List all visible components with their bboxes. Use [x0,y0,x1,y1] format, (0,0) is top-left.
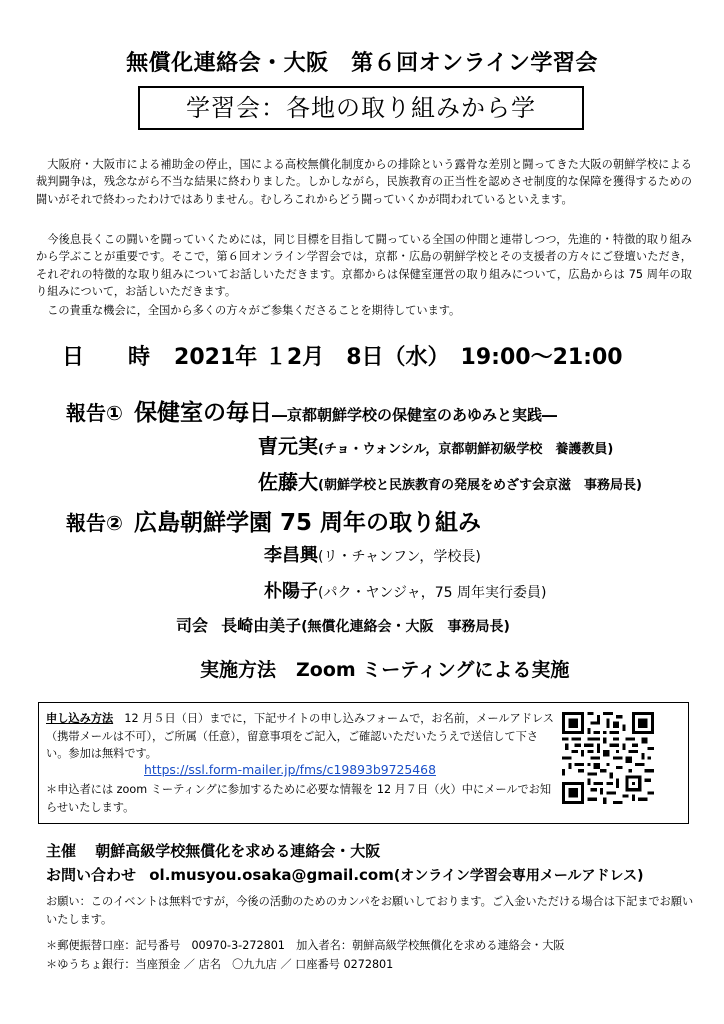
event-subtitle: 学習会：各地の取り組みから学 [138,86,584,130]
speaker-note: (パク・ヤンジャ，75 周年実行委員) [318,585,547,601]
moderator-name: 長崎由美子 [221,616,302,635]
application-label: 申し込み方法 [46,712,114,725]
bank-account: ＊ゆうちょ銀行：当座預金 ／ 店名 〇九九店 ／ 口座番号 0272801 [46,958,394,971]
report-1-title: 保健室の毎日 [134,400,273,426]
report-2-speaker-1 [264,541,481,567]
host-label: 主催 [46,842,77,860]
report-1-label: 報告① [66,401,123,425]
datetime-label-1: 日 [62,345,85,370]
speaker-name: 佐藤大 [258,470,318,494]
report-2-heading [66,504,481,537]
application-instructions: 12 月５日（日）までに，下記サイトの申し込みフォームで，お名前，メールアドレス（携帯メールは不可），ご所属（任意），留意事項をご記入，ご確認いただいたうえで送信して下さい。参加は無料です。 [46,712,554,761]
speaker-note: (リ・チャンフン，学校長) [318,549,481,565]
intro-paragraph-3: この貴重な機会に，全国から多くの方々がご参集くださることを期待しています。 [36,304,461,317]
datetime-value: 2021年 １2月 8日（水） 19:00～21:00 [174,345,623,370]
contact-label: お問い合わせ [46,866,137,884]
method [200,655,569,682]
host-line [46,840,380,861]
event-datetime [62,340,623,371]
donation-request: お願い：このイベントは無料ですが，今後の活動のためのカンパをお願いしております。ご入金いただける場合は下記までお願いいたします。 [46,895,694,926]
host-value: 朝鮮高級学校無償化を求める連絡会・大阪 [95,842,381,860]
report-1-speaker-1 [258,430,613,459]
contact-email[interactable]: ol.musyou.osaka@gmail.com [149,866,394,884]
method-label: 実施方法 [200,659,277,681]
datetime-label-2: 時 [128,345,151,370]
method-detail: Zoom ミーティングによる実施 [296,659,570,681]
report-1-heading [66,394,557,427]
report-2-label: 報告② [66,511,123,535]
speaker-name: 李昌興 [264,545,318,566]
intro-paragraph-2: 今後息長くこの闘いを闘っていくためには，同じ目標を目指して闘っている全国の仲間と連帯しつつ，先進的・特徴的取り組みから学ぶことが重要です。そこで，第６回オンライン学習会では，京都・広島の朝鮮学校とその支援者の方々にご登壇いただき，それぞれの特徴的な取り組みについてお話しいただきます。京都からは保健室運営の取り組みについて，広島からは 75 周年の取り組みについて，お話しいただきます。 [36,233,692,299]
application-note: ＊申込者には zoom ミーティングに参加するために必要な情報を 12 月７日（火）中にメールでお知らせいたします。 [46,783,552,814]
application-text [46,710,556,763]
report-1-subtitle: ―京都朝鮮学校の保健室のあゆみと実践― [272,406,558,424]
speaker-note: (チョ・ウォンシル，京都朝鮮初級学校 養護教員) [318,442,614,457]
speaker-name: 朴陽子 [264,581,318,602]
speaker-name: 曺元実 [258,434,318,458]
speaker-note: (朝鮮学校と民族教育の発展をめざす会京滋 事務局長) [318,478,642,493]
event-title: 無償化連絡会・大阪 第６回オンライン学習会 [126,51,598,76]
qr-code-icon [562,712,654,804]
moderator [176,613,510,636]
contact-note: (オンライン学習会専用メールアドレス) [393,868,644,884]
moderator-label: 司会 [176,616,209,635]
report-2-speaker-2 [264,577,546,603]
moderator-note: (無償化連絡会・大阪 事務局長) [301,619,510,635]
intro-paragraph-1: 大阪府・大阪市による補助金の停止，国による高校無償化制度からの排除という露骨な差別と闘ってきた大阪の朝鮮学校による裁判闘争は，残念ながら不当な結果に終わりました。しかしながら，民族教育の正当性を認めさせ制度的な保障を獲得するための闘いがそれで終わったわけではありません。むしろこれからどう闘っていくかが問われているといえます。 [36,158,692,206]
contact-line [46,864,644,885]
report-2-title: 広島朝鮮学園 75 周年の取り組み [134,510,482,536]
application-url-link[interactable]: https://ssl.form-mailer.jp/fms/c19893b9725468 [144,762,436,777]
postal-account: ＊郵便振替口座：記号番号 00970-3-272801 加入者名：朝鮮高級学校無償化を求める連絡会・大阪 [46,939,565,952]
report-1-speaker-2 [258,466,642,495]
